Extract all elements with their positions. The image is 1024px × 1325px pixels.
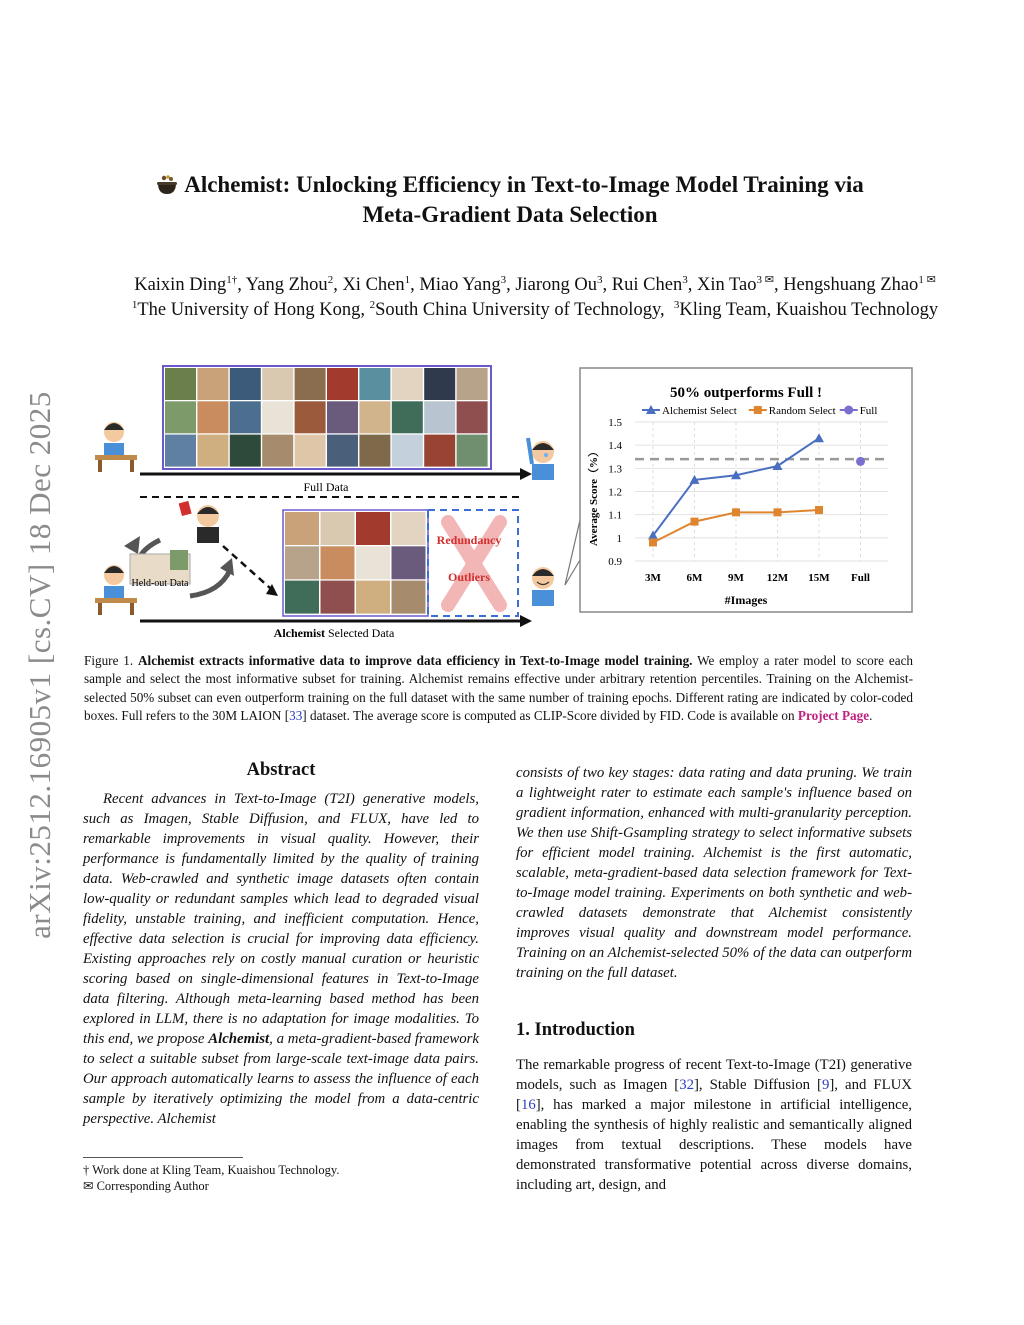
introduction-heading: 1. Introduction <box>516 1020 635 1040</box>
image-thumbnail <box>356 546 390 579</box>
footnote-2: ✉ Corresponding Author <box>83 1179 209 1193</box>
author: Miao Yang$^3$ <box>419 274 507 296</box>
abstract-text-right: consists of two key stages: data rating and data pruning. We train a lightweight rater to estimate each sample's influence based on gradient information, enhanced with multi-granularity perception. We then use Shift-Gsampling strategy to select informative subsets for efficient model training. Alchemist is the first automatic, scalable, meta-gradient-based data selection framework for Text-to-Image model training. Experiments on both synthetic and web-crawled datasets demonstrate that Alchemist consistently improves visual quality and downstream model performance. Training on an Alchemist-selected 50% of the data can outperform training on the full dataset. <box>516 765 912 981</box>
line-chart <box>580 368 912 612</box>
happy-student-icon <box>532 567 554 606</box>
figure-1 <box>80 360 940 645</box>
selected-data-label: Alchemist Selected Data <box>273 626 395 640</box>
x-tick-label: 3M <box>645 572 661 584</box>
data-point <box>774 508 782 516</box>
legend-label: Random Select <box>768 405 836 417</box>
y-tick-label: 1.3 <box>608 463 622 476</box>
image-thumbnail <box>165 435 196 467</box>
author: Kaixin Ding$^{1\dagger}$ <box>134 274 238 296</box>
sad-student-icon <box>528 438 554 480</box>
image-thumbnail <box>262 368 293 400</box>
author: Rui Chen$^3$ <box>611 274 688 296</box>
citation-link[interactable]: 32 <box>679 1077 694 1093</box>
x-tick-label: Full <box>851 572 870 584</box>
figure-caption: Figure 1. Alchemist extracts informative data to improve data efficiency in Text-to-Image model training. We employ a rater model to score each sample and select the most informative subset for training. Alchemist remains effective under arbitrary retention percentiles. Training on the Alchemist-selected 50% subset can even outperform training on the full dataset with the same number of training epochs. Different rating are indicated by color-coded boxes. Full refers to the 30M LAION [33] dataset. The average score is computed as CLIP-Score divided by FID. Code is available on Project Page. <box>84 653 914 723</box>
affiliation: $^2$South China University of Technology, <box>369 299 665 321</box>
y-tick-label: 1 <box>616 532 622 545</box>
author: Yang Zhou$^2$ <box>245 274 334 296</box>
image-thumbnail <box>197 435 228 467</box>
legend-marker <box>754 406 762 414</box>
introduction-text: The remarkable progress of recent Text-to-Image (T2I) generative models, such as Imagen [32], Stable Diffusion [9], and FLUX [16], has marked a major milestone in artificial intelligence, enabling the synthesis of highly realistic and semantically aligned images from textual descriptions. These models have demonstrated transformative potential across diverse domains, including art, design, and <box>516 1057 912 1193</box>
caption-bold: Alchemist extracts informative data to improve data efficiency in Text-to-Image model training. <box>138 653 693 668</box>
image-thumbnail <box>327 401 358 433</box>
data-point <box>732 508 740 516</box>
title-line-2: Meta-Gradient Data Selection <box>362 202 658 227</box>
alchemist-bold: Alchemist <box>208 1031 270 1047</box>
image-thumbnail <box>295 435 326 467</box>
y-axis-label: Average Score（%） <box>588 445 600 547</box>
author: Xi Chen$^1$ <box>342 274 411 296</box>
image-thumbnail <box>262 435 293 467</box>
citation-link[interactable]: 16 <box>520 1097 536 1113</box>
legend-label: Full <box>859 405 878 417</box>
image-thumbnail <box>327 368 358 400</box>
image-thumbnail <box>295 401 326 433</box>
affiliation: $^3$Kling Team, Kuaishou Technology <box>673 299 939 321</box>
image-thumbnail <box>392 546 426 579</box>
y-tick-label: 1.5 <box>608 417 622 429</box>
caption-prefix: Figure 1. <box>84 653 134 668</box>
image-thumbnail <box>424 401 455 433</box>
legend-label: Alchemist Select <box>662 405 737 417</box>
figure-1-diagram <box>80 360 940 645</box>
image-thumbnail <box>457 368 488 400</box>
y-tick-label: 1.4 <box>608 440 622 453</box>
abstract-text-left: Recent advances in Text-to-Image (T2I) generative models, such as Imagen, Stable Diffusion, and FLUX, have led to remarkable improvements in visual quality. However, their performance is fundamentally limited by the quality of training data. Web-crawled and synthetic image datasets often contain low-quality or redundant samples which lead to degraded visual fidelity, unstable training, and inefficient computation. Hence, effective data selection is crucial for improving data efficiency. Existing approaches rely on costly manual curation or heuristic scoring based on single-dimensional features in Text-to-Image data filtering. Although meta-learning based method has been explored in LLM, there is no adaptation for image modalities. To this end, we propose Alchemist, a meta-gradient-based framework to select a suitable subset from large-scale text-image data pairs. Our approach automatically learns to assess the influence of each sample by iteratively optimizing the model from a data-centric perspective. Alchemist <box>83 791 479 1127</box>
abstract-heading: Abstract <box>246 760 316 780</box>
image-thumbnail <box>392 368 423 400</box>
image-thumbnail <box>392 401 423 433</box>
data-point <box>815 506 823 514</box>
x-tick-label: 9M <box>728 572 744 584</box>
data-point <box>691 518 699 526</box>
author: Xin Tao$^{3 ✉}$ <box>696 274 774 296</box>
cauldron-icon <box>156 174 178 196</box>
x-axis-label: #Images <box>724 593 768 607</box>
x-tick-label: 6M <box>686 572 703 584</box>
data-point <box>649 538 657 546</box>
paper-title <box>110 170 910 230</box>
author-list: Kaixin Ding$^{1\dagger}$, Yang Zhou$^2$, Xi Chen$^1$, Miao Yang$^3$, Jiarong Ou$^3$, Rui Chen$^3$, Xin Tao$^{3 ✉}$, Hengshuang Zhao$^{1 ✉}$ <box>134 274 936 296</box>
image-thumbnail <box>165 401 196 433</box>
x-tick-label: 12M <box>766 572 789 584</box>
image-thumbnail <box>197 401 228 433</box>
image-thumbnail <box>285 581 319 614</box>
caption-text: We employ a rater model to score each sample and select the most informative subset for training. Alchemist remains effective under arbitrary retention percentiles. Training on the Alchemist-selected 50% subset can even outperform training on the full dataset with the same number of training epochs. Different rating are indicated by color-coded boxes. Full refers to the 30M LAION [ <box>84 653 914 723</box>
legend-marker <box>844 406 853 415</box>
image-thumbnail <box>285 546 319 579</box>
image-thumbnail <box>285 512 319 545</box>
caption-text: ] dataset. The average score is computed as CLIP-Score divided by FID. Code is available on <box>302 707 798 723</box>
image-thumbnail <box>230 435 261 467</box>
citation-link[interactable]: 9 <box>821 1077 830 1093</box>
project-page-link[interactable]: Project Page <box>797 707 870 723</box>
image-thumbnail <box>165 368 196 400</box>
y-tick-label: 1.1 <box>608 509 622 522</box>
outliers-label: Outliers <box>448 570 490 584</box>
image-thumbnail <box>457 435 488 467</box>
redundancy-label: Redundancy <box>436 533 502 547</box>
citation-link[interactable]: 33 <box>289 707 303 723</box>
image-thumbnail <box>197 368 228 400</box>
full-data-label: Full Data <box>303 480 349 494</box>
image-thumbnail <box>321 512 355 545</box>
referee-icon <box>179 501 219 543</box>
image-thumbnail <box>321 546 355 579</box>
image-thumbnail <box>295 368 326 400</box>
author: Hengshuang Zhao$^{1 ✉}$ <box>783 274 936 296</box>
image-thumbnail <box>230 368 261 400</box>
x-tick-label: 15M <box>808 572 830 584</box>
image-thumbnail <box>457 401 488 433</box>
image-thumbnail <box>359 401 390 433</box>
image-thumbnail <box>356 512 390 545</box>
affiliation: $^1$The University of Hong Kong, <box>131 299 365 321</box>
image-thumbnail <box>321 581 355 614</box>
image-thumbnail <box>230 401 261 433</box>
data-point <box>856 457 865 466</box>
image-thumbnail <box>424 368 455 400</box>
image-thumbnail <box>424 435 455 467</box>
image-thumbnail <box>359 368 390 400</box>
image-thumbnail <box>392 581 426 614</box>
affiliation-list <box>60 293 1010 322</box>
image-thumbnail <box>327 435 358 467</box>
footnote-rule <box>83 1157 243 1158</box>
image-thumbnail <box>392 435 423 467</box>
student-icon <box>95 422 137 472</box>
arxiv-side-stamp: arXiv:2512.16905v1 [cs.CV] 18 Dec 2025 <box>22 391 57 939</box>
chart-title: 50% outperforms Full ! <box>669 385 823 401</box>
image-thumbnail <box>262 401 293 433</box>
held-out-data-label: Held-out Data <box>131 578 189 589</box>
author: Jiarong Ou$^3$ <box>515 274 603 296</box>
y-tick-label: 0.9 <box>608 556 622 568</box>
footnote-1: † Work done at Kling Team, Kuaishou Technology. <box>83 1163 340 1177</box>
title-line-1: Alchemist: Unlocking Efficiency in Text-to-Image Model Training via <box>184 172 864 197</box>
image-thumbnail <box>359 435 390 467</box>
held-out-cycle <box>124 536 234 596</box>
image-thumbnail <box>356 581 390 614</box>
image-thumbnail <box>392 512 426 545</box>
y-tick-label: 1.2 <box>608 486 622 499</box>
